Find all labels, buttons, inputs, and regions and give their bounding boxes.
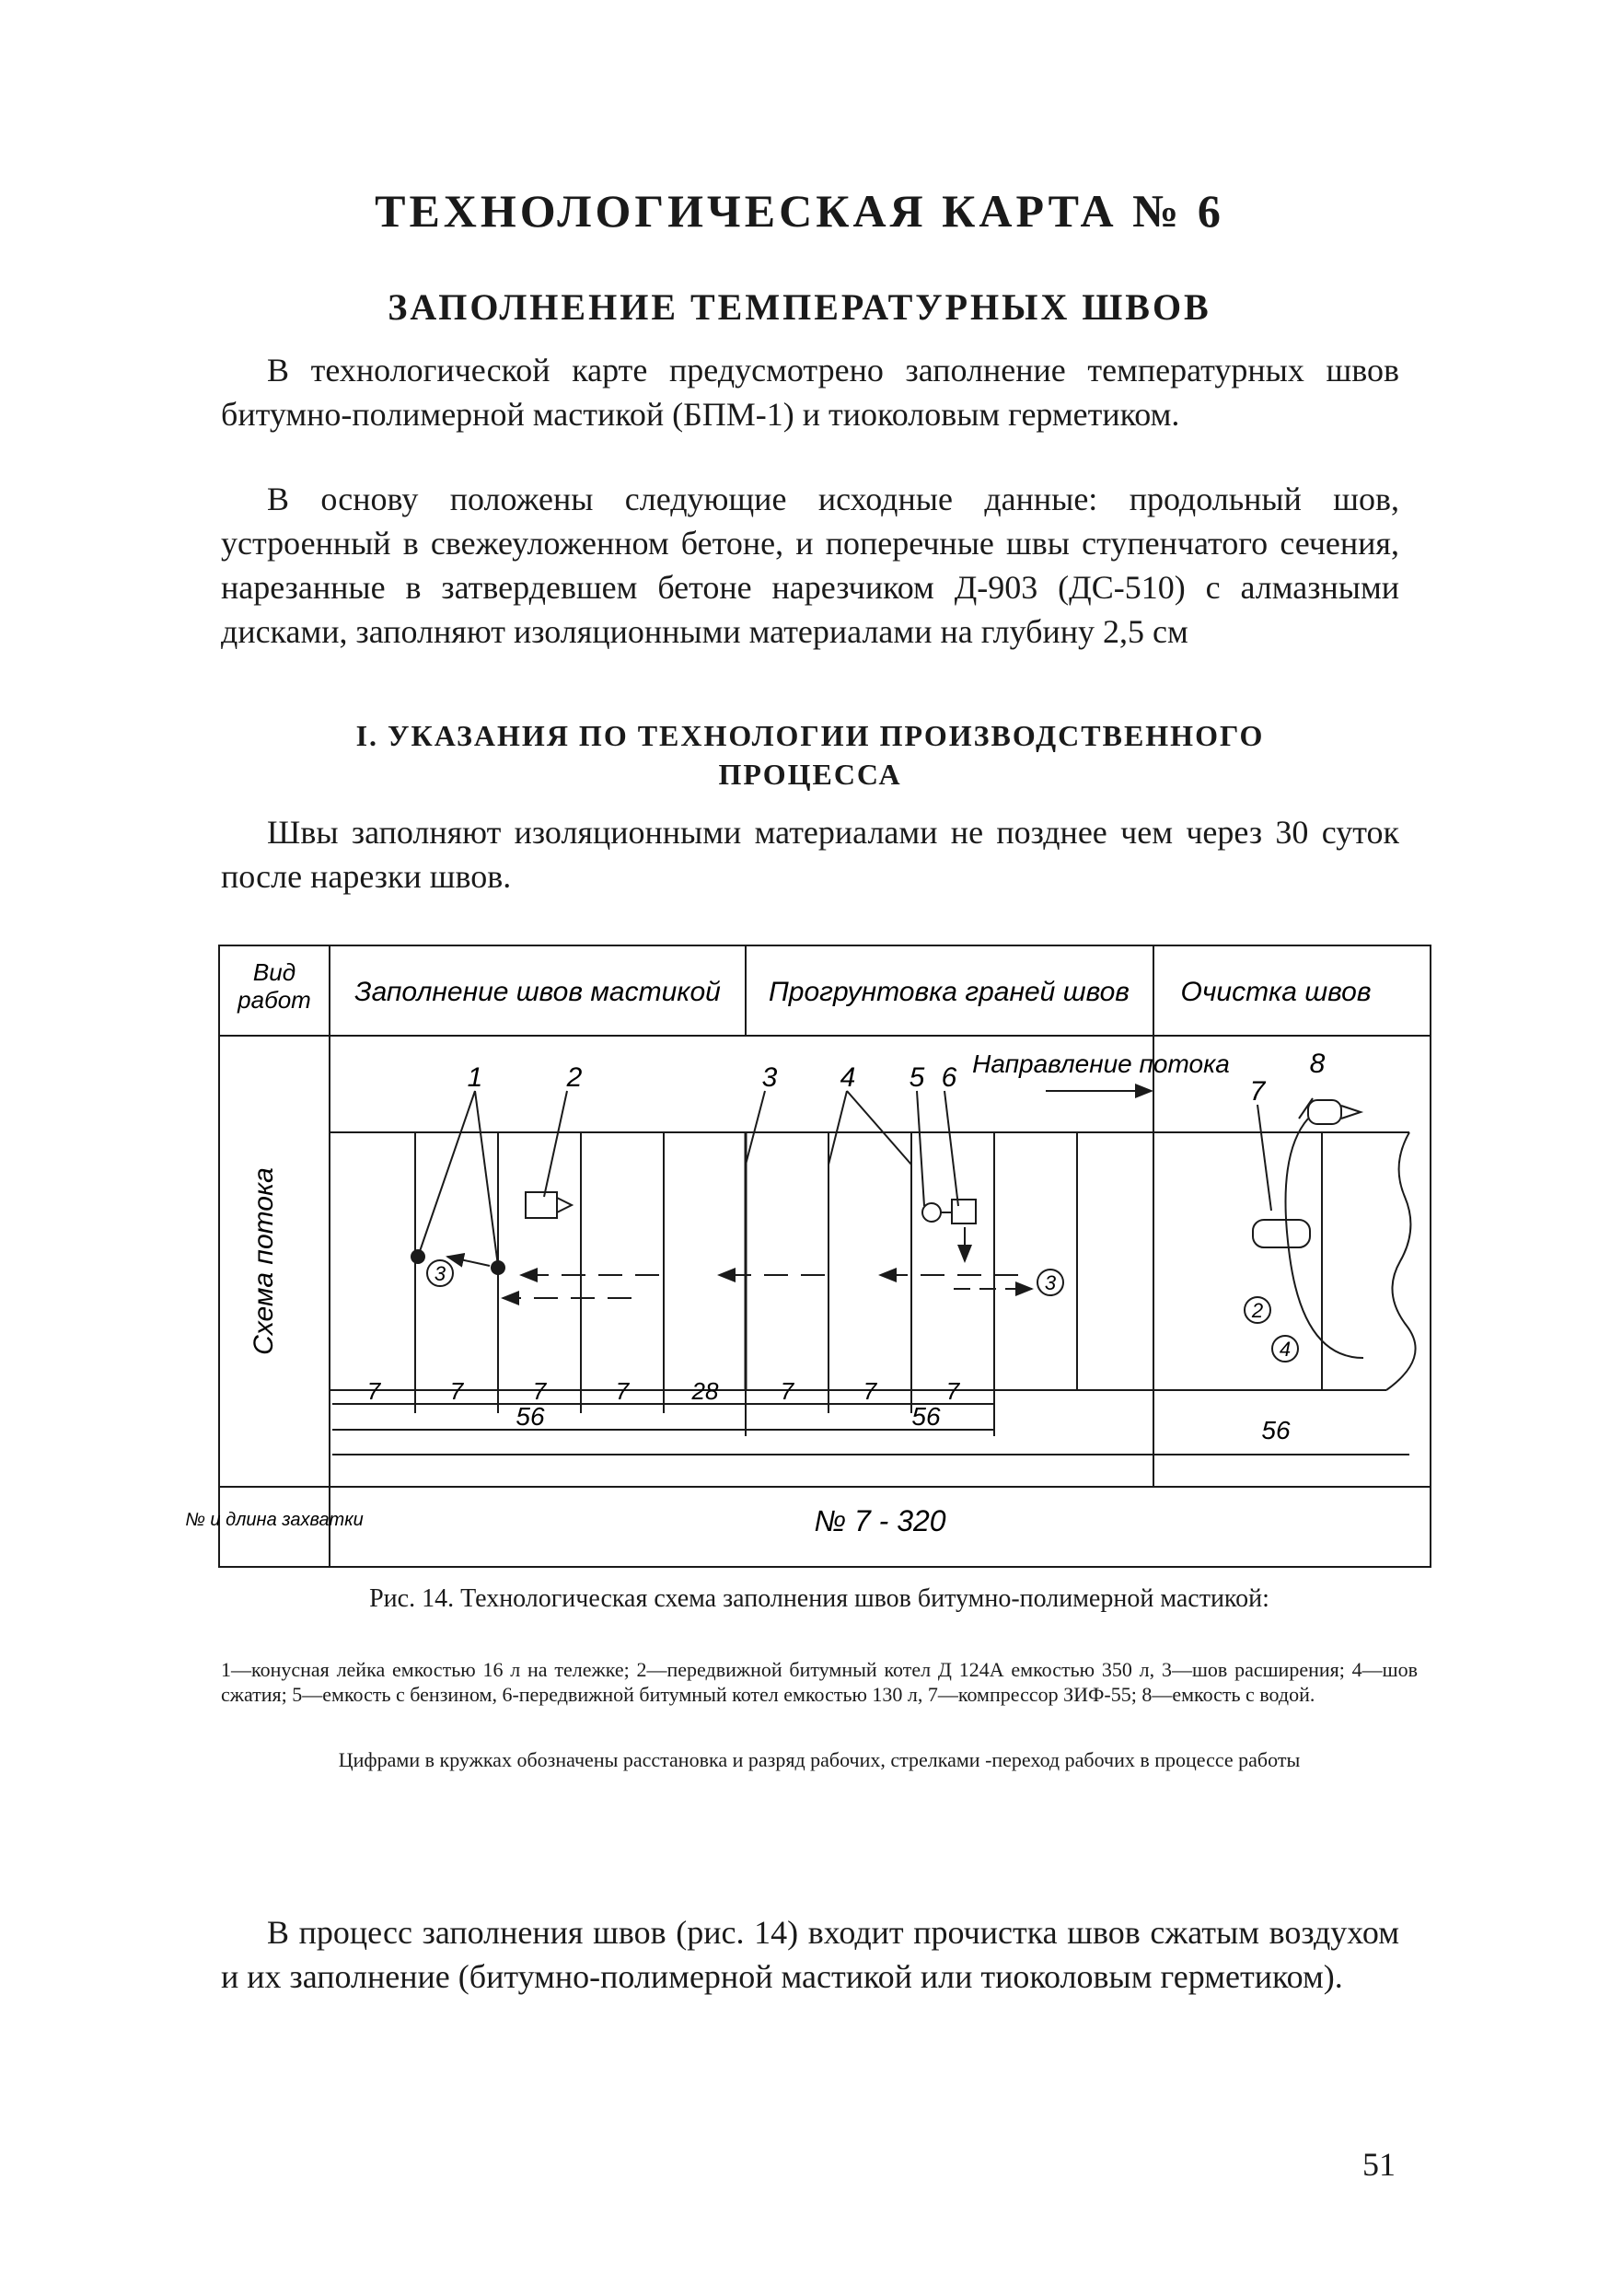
worker-grade: 4 <box>1279 1338 1292 1361</box>
callout-8: 8 <box>1309 1049 1326 1079</box>
dim-label: 7 <box>945 1377 960 1405</box>
dim-label-large: 56 <box>1261 1416 1291 1444</box>
section-paragraph: Швы заполняют изоляционными материалами не позднее чем через 30 суток после нарезки швов. <box>221 814 1399 895</box>
figure-caption: Рис. 14. Технологическая схема заполнения швов битумно-полимерной мастикой: <box>369 1584 1269 1613</box>
dim-label-large: 56 <box>516 1402 545 1431</box>
flow-direction-label: Направление потока <box>972 1049 1230 1078</box>
basis-paragraph: В основу положены следующие исходные данные: продольный шов, устроенный в свежеуложенном бетоне, и поперечные швы ступенчатого сечения, нарезанные в затвердевшем бетоне нарезчиком Д-903 (ДС-510) с алмазными дисками, заполняют изоляционными материалами на глубину 2,5 см <box>221 481 1399 650</box>
figure-legend: 1—конусная лейка емкостью 16 л на тележке; 2—передвижной битумный котел Д 124А емкостью 350 л, 3—шов расширения; 4—шов сжатия; 5—емкость с бензином, 6-передвижной битумный котел емкостью 130 л, 7—компрессор ЗИФ-55; 8—емкость с водой. <box>221 1658 1418 1706</box>
dim-label: 7 <box>780 1377 794 1405</box>
worker-grade: 3 <box>1044 1271 1057 1294</box>
col-prime-label: Прогрунтовка граней швов <box>769 977 1130 1007</box>
dim-label-large: 56 <box>911 1402 941 1431</box>
page-number: 51 <box>1362 2146 1396 2183</box>
callout-7: 7 <box>1249 1076 1266 1107</box>
diagram-frame <box>219 945 1431 1567</box>
row-length-label: № и длина захватки <box>185 1510 364 1530</box>
length-value: № 7 - 320 <box>814 1504 946 1537</box>
dim-label: 7 <box>532 1377 547 1405</box>
page-title: ТЕХНОЛОГИЧЕСКАЯ КАРТА № 6 <box>375 185 1224 237</box>
intro-paragraph: В технологической карте предусмотрено заполнение температурных швов битумно-полимерной мастикой (БПМ-1) и тиоколовым герметиком. <box>221 352 1399 433</box>
flow-scheme-diagram <box>185 944 1432 1570</box>
closing-paragraph: В процесс заполнения швов (рис. 14) входит прочистка швов сжатым воздухом и их заполнение (битумно-полимерной мастикой или тиоколовым герметиком). <box>221 1914 1399 1995</box>
worker-grade: 3 <box>434 1262 446 1285</box>
figure-legend-note: Цифрами в кружках обозначены расстановка и разряд рабочих, стрелками -переход рабочих в процессе работы <box>338 1748 1301 1771</box>
callout-6: 6 <box>941 1062 957 1093</box>
dim-label: 7 <box>366 1377 381 1405</box>
callout-1: 1 <box>467 1062 483 1093</box>
dim-label: 7 <box>863 1377 877 1405</box>
col-kind-label: Вид работ <box>238 958 311 1014</box>
dim-label: 7 <box>615 1377 630 1405</box>
callout-3: 3 <box>761 1062 778 1093</box>
row-scheme-label: Схема потока <box>249 1167 279 1355</box>
page-subtitle: ЗАПОЛНЕНИЕ ТЕМПЕРАТУРНЫХ ШВОВ <box>388 286 1211 328</box>
dim-label: 7 <box>449 1377 464 1405</box>
callout-5: 5 <box>909 1062 925 1093</box>
worker-grade: 2 <box>1251 1299 1264 1322</box>
dim-label: 28 <box>691 1377 719 1405</box>
section-title: I. УКАЗАНИЯ ПО ТЕХНОЛОГИИ ПРОИЗВОДСТВЕННОГО ПРОЦЕССА <box>355 719 1265 791</box>
callout-4: 4 <box>840 1062 856 1093</box>
col-clean-label: Очистка швов <box>1180 977 1372 1007</box>
col-fill-label: Заполнение швов мастикой <box>354 977 721 1007</box>
callout-2: 2 <box>566 1062 583 1093</box>
